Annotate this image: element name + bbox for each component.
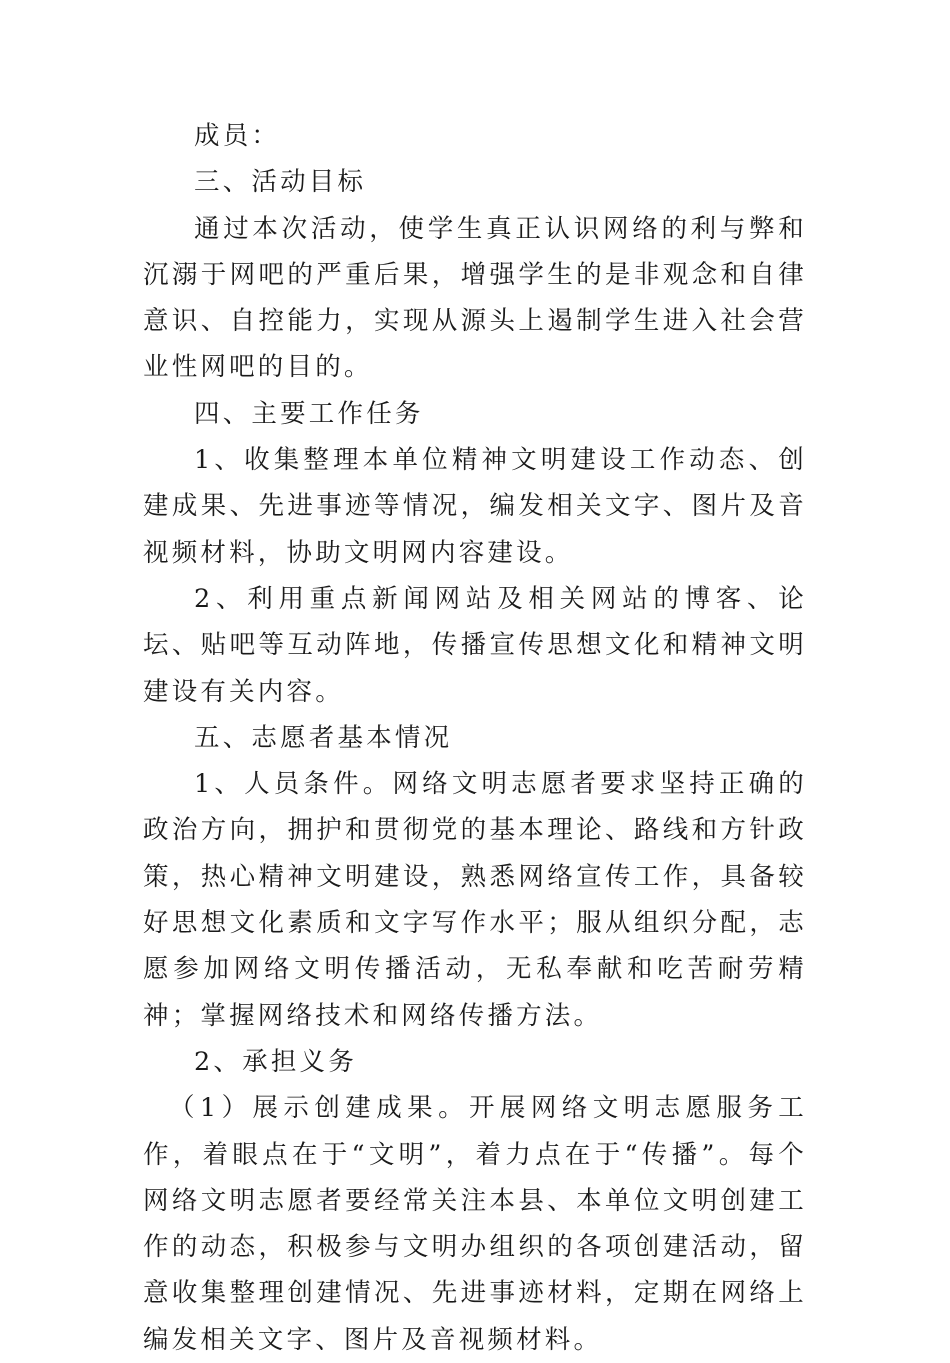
- obligation-item-1: （1）展示创建成果。开展网络文明志愿服务工作，着眼点在于“文明”，着力点在于“传播”。每个网络文明志愿者要经常关注本县、本单位文明创建工作的动态，积极参与文明办组织的各项创建活动，留意收集整理创建情况、先进事迹材料，定期在网络上编发相关文字、图片及音视频材料。: [143, 1093, 807, 1355]
- section-heading-activity-goal: 三、活动目标: [194, 167, 367, 198]
- subheading-obligations: 2、承担义务: [194, 1046, 357, 1077]
- activity-goal-paragraph: 通过本次活动，使学生真正认识网络的利与弊和沉溺于网吧的严重后果，增强学生的是非观念和自律意识、自控能力，实现从源头上遏制学生进入社会营业性网吧的目的。: [143, 213, 807, 383]
- members-line: 成员：: [194, 121, 281, 151]
- section-heading-main-tasks: 四、主要工作任务: [194, 398, 424, 429]
- document-body: [143, 113, 807, 1363]
- section-heading-volunteer-info: 五、志愿者基本情况: [194, 722, 453, 753]
- task-item-1: 1、收集整理本单位精神文明建设工作动态、创建成果、先进事迹等情况，编发相关文字、图片及音视频材料，协助文明网内容建设。: [143, 445, 807, 568]
- task-item-2: 2、利用重点新闻网站及相关网站的博客、论坛、贴吧等互动阵地，传播宣传思想文化和精神文明建设有关内容。: [143, 583, 807, 707]
- volunteer-requirements-paragraph: 1、人员条件。网络文明志愿者要求坚持正确的政治方向，拥护和贯彻党的基本理论、路线和方针政策，热心精神文明建设，熟悉网络宣传工作，具备较好思想文化素质和文字写作水平；服从组织分配，志愿参加网络文明传播活动，无私奉献和吃苦耐劳精神；掌握网络技术和网络传播方法。: [143, 769, 807, 1031]
